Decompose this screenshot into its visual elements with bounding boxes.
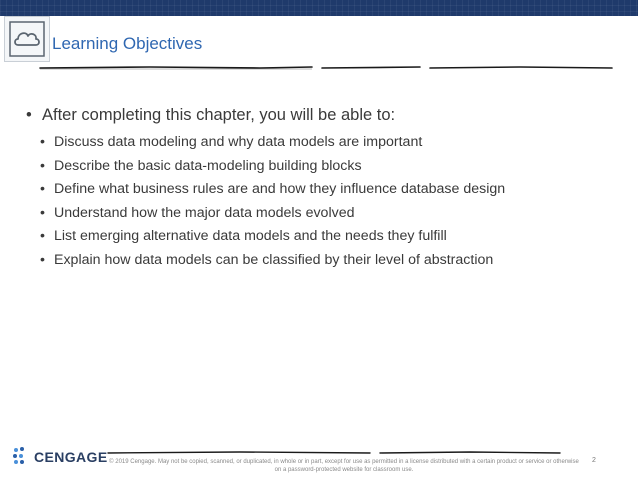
objective-item: • Define what business rules are and how they influence database design xyxy=(26,181,616,197)
objective-item: • Explain how data models can be classified by their level of abstraction xyxy=(26,252,616,268)
objective-item: • Understand how the major data models evolved xyxy=(26,205,616,221)
copyright-notice: © 2019 Cengage. May not be copied, scanned, or duplicated, in whole or in part, except for use as permitted in a license distributed with a certain product or service or otherwise on a password-protected website for classroom use. xyxy=(109,459,579,473)
objective-item: • Describe the basic data-modeling building blocks xyxy=(26,158,616,174)
objective-item: • List emerging alternative data models and the needs they fulfill xyxy=(26,228,616,244)
slide-title: Learning Objectives xyxy=(52,34,203,53)
intro-bullet: • After completing this chapter, you will be able to: xyxy=(26,106,616,125)
cengage-logo-text: CENGAGE xyxy=(34,449,108,465)
page-number: 2 xyxy=(592,457,596,464)
objective-item: • Discuss data modeling and why data models are important xyxy=(26,134,616,150)
